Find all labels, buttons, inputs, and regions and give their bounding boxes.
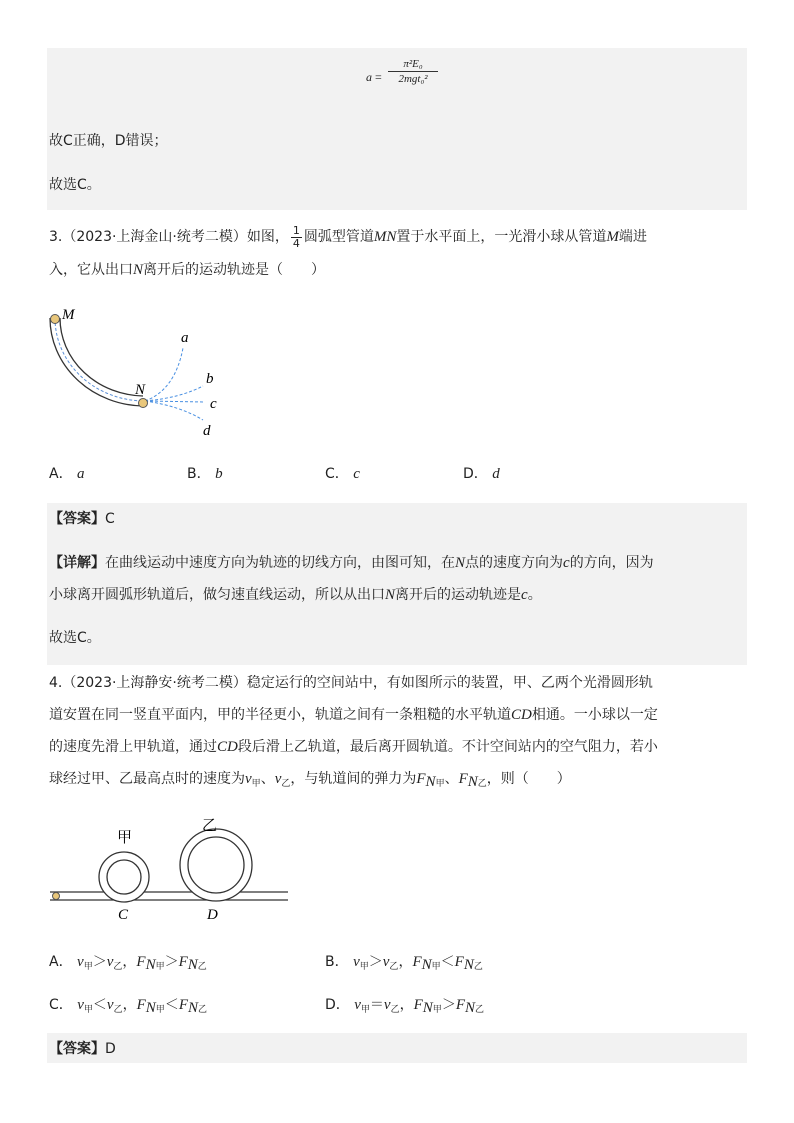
q4-answer-panel: [47, 1033, 747, 1063]
quarter-fraction: $\frac{1}{4}$: [292, 223, 300, 250]
trajectory-a: [145, 348, 183, 401]
label-jia: 甲: [117, 830, 133, 846]
label-n: N: [135, 382, 146, 398]
q3-answer-panel: [47, 503, 747, 665]
ball-m: [51, 315, 60, 324]
q4-figure-loops: [45, 810, 295, 925]
q2-conclusion-1: 故C正确，D错误；: [49, 133, 168, 149]
formula-denominator: 2mgt₀²: [398, 73, 428, 85]
label-b: b: [206, 371, 214, 387]
q4-stem-line3: 的速度先滑上甲轨道，通过CD段后滑上乙轨道，最后离开圆轨道。不计空间站内的空气阻力，若小: [49, 739, 658, 755]
q4-option-c[interactable]: C． $v_甲<v_乙$，$F_{N甲}<F_{N乙}$: [49, 997, 208, 1016]
ball-n: [139, 399, 148, 408]
label-yi: 乙: [202, 818, 218, 834]
formula-fraction: [388, 58, 438, 85]
q4-option-b[interactable]: B． $v_甲>v_乙$，$F_{N甲}<F_{N乙}$: [325, 954, 483, 973]
q3-conclusion: 故选C。: [49, 630, 101, 646]
q3-detail-line1: 【详解】在曲线运动中速度方向为轨迹的切线方向，由图可知，在N点的速度方向为c的方向，因为: [49, 555, 654, 571]
formula-lhs: a =: [366, 70, 382, 84]
pipe-outer-wall: [50, 318, 143, 406]
label-m: M: [62, 307, 75, 323]
q4-option-a[interactable]: A． $v_甲>v_乙$，$F_{N甲}>F_{N乙}$: [49, 954, 207, 973]
q3-figure-pipe: [40, 300, 240, 445]
q3-option-b[interactable]: B． b: [187, 466, 223, 482]
q2-conclusion-2: 故选C。: [49, 177, 101, 193]
loop-jia-inner: [107, 860, 141, 894]
q4-stem-line2: 道安置在同一竖直平面内，甲的半径更小，轨道之间有一条粗糙的水平轨道CD相通。一小球以一定: [49, 707, 658, 723]
q3-option-c[interactable]: C． c: [325, 466, 360, 482]
q3-stem-line1: 3.（2023·上海金山·统考二模）如图， $\frac{1}{4}$ 圆弧型管道MN置于水平面上，一光滑小球从管道M端进: [49, 223, 647, 250]
q4-answer: 【答案】D: [49, 1041, 116, 1057]
trajectory-b: [145, 386, 203, 401]
label-d: D: [207, 907, 218, 923]
q4-stem-line4: 球经过甲、乙最高点时的速度为$v_甲$、$v_乙$，与轨道间的弹力为$F_{N甲}$、$F_{N乙}$，则（ ）: [49, 771, 571, 790]
loop-yi-inner: [188, 837, 244, 893]
q3-stem-line2: 入，它从出口N离开后的运动轨迹是（ ）: [49, 262, 326, 278]
q4-option-d[interactable]: D． $v_甲=v_乙$，$F_{N甲}>F_{N乙}$: [325, 997, 485, 1016]
q3-detail-line2: 小球离开圆弧形轨道后，做匀速直线运动，所以从出口N离开后的运动轨迹是c。: [49, 587, 542, 603]
formula-a: [366, 58, 446, 102]
q3-option-a[interactable]: A． a: [49, 466, 85, 482]
label-c: C: [118, 907, 129, 923]
q4-stem-line1: 4.（2023·上海静安·统考二模）稳定运行的空间站中，有如图所示的装置，甲、乙两个光滑圆形轨: [49, 675, 653, 691]
trajectory-c: [145, 401, 205, 402]
formula-numerator: π²E₀: [388, 58, 438, 72]
ball: [53, 893, 60, 900]
label-d: d: [203, 423, 211, 439]
pipe-center-dash: [55, 318, 143, 401]
q3-answer: 【答案】C: [49, 511, 115, 527]
pipe-inner-wall: [60, 318, 143, 396]
label-c: c: [210, 396, 217, 412]
label-a: a: [181, 330, 189, 346]
trajectory-d: [145, 401, 203, 420]
q3-option-d[interactable]: D． d: [463, 466, 500, 482]
